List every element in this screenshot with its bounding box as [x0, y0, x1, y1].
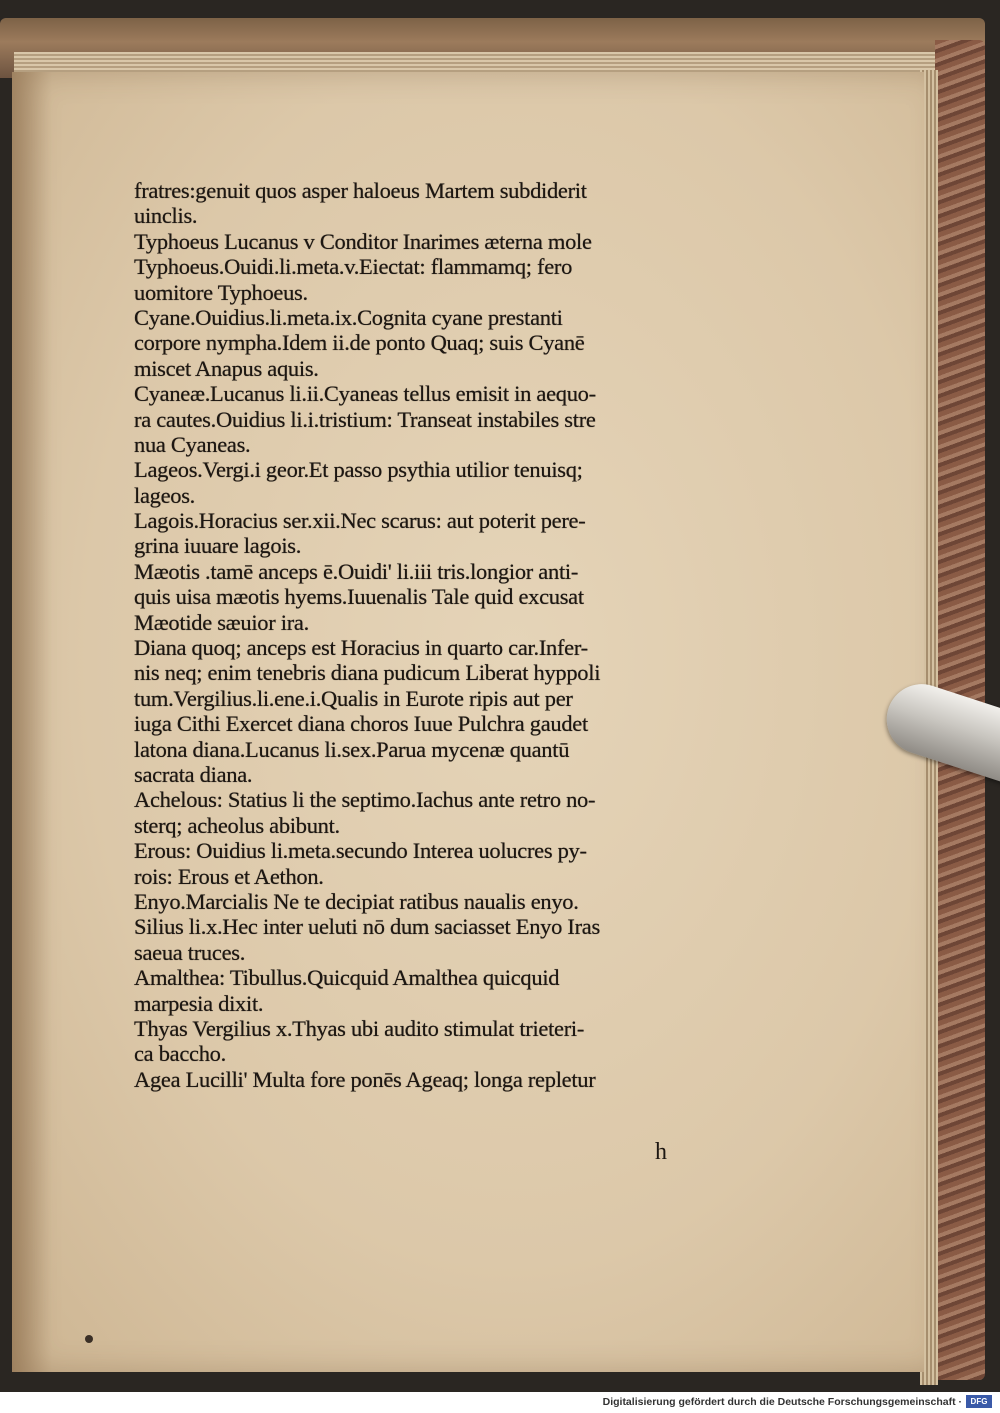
text-line: Agea Lucilli' Multa fore ponēs Ageaq; longa repletur [134, 1066, 596, 1092]
text-line: Amalthea: Tibullus.Quicquid Amalthea quicquid [134, 965, 560, 991]
text-line: sterq; acheolus abibunt. [134, 812, 340, 838]
text-line: Erous: Ouidius li.meta.secundo Interea uolucres py- [134, 838, 587, 864]
text-line: nua Cyaneas. [134, 431, 251, 457]
ink-dot [85, 1335, 93, 1343]
text-line: Cyaneæ.Lucanus li.ii.Cyaneas tellus emisit in aequo- [134, 381, 596, 407]
text-line: iuga Cithi Exercet diana choros Iuue Pulchra gaudet [134, 711, 588, 737]
text-line: quis uisa mæotis hyems.Iuuenalis Tale quid excusat [134, 584, 584, 610]
text-line: uinclis. [134, 203, 198, 229]
text-line: Lageos.Vergi.i geor.Et passo psythia utilior tenuisq; [134, 457, 583, 483]
text-line: lageos. [134, 482, 196, 508]
text-line: Typhoeus Lucanus v Conditor Inarimes æterna mole [134, 228, 592, 254]
text-line: rois: Erous et Aethon. [134, 863, 324, 889]
text-line: sacrata diana. [134, 761, 253, 787]
text-line: marpesia dixit. [134, 990, 264, 1016]
text-line: nis neq; enim tenebris diana pudicum Liberat hyppoli [134, 660, 601, 686]
text-line: Mæotis .tamē anceps ē.Ouidi' li.iii tris.longior anti- [134, 558, 579, 584]
text-line: Lagois.Horacius ser.xii.Nec scarus: aut poterit pere- [134, 508, 586, 534]
text-line: Typhoeus.Ouidi.li.meta.v.Eiectat: flammamq; fero [134, 254, 573, 280]
text-line: saeua truces. [134, 939, 246, 965]
footer-credit: Digitalisierung gefördert durch die Deutsche Forschungsgemeinschaft · [602, 1396, 962, 1408]
text-line: Silius li.x.Hec inter ueluti nō dum saciasset Enyo Iras [134, 914, 600, 940]
text-block [134, 178, 734, 1092]
text-line: Thyas Vergilius x.Thyas ubi audito stimulat trieteri- [134, 1015, 585, 1041]
text-line: latona diana.Lucanus li.sex.Parua mycenæ quantū [134, 736, 570, 762]
dfg-logo: DFG [966, 1395, 992, 1408]
page-gutter-shadow [12, 72, 52, 1372]
text-line: Cyane.Ouidius.li.meta.ix.Cognita cyane prestanti [134, 304, 563, 330]
text-line: ra cautes.Ouidius li.i.tristium: Transeat instabiles stre [134, 406, 596, 432]
signature-mark: h [655, 1139, 667, 1165]
text-line: miscet Anapus aquis. [134, 355, 319, 381]
text-line: corpore nympha.Idem ii.de ponto Quaq; suis Cyanē [134, 330, 585, 356]
text-line: Achelous: Statius li the septimo.Iachus ante retro no- [134, 787, 596, 813]
text-line: grina iuuare lagois. [134, 533, 302, 559]
text-line: Mæotide sæuior ira. [134, 609, 309, 635]
text-line: tum.Vergilius.li.ene.i.Qualis in Eurote ripis aut per [134, 685, 573, 711]
text-line: ca baccho. [134, 1041, 226, 1067]
text-line: uomitore Typhoeus. [134, 279, 308, 305]
text-line: Diana quoq; anceps est Horacius in quarto car.Infer- [134, 635, 588, 661]
text-line: fratres:genuit quos asper haloeus Martem subdiderit [134, 178, 587, 203]
text-line: Enyo.Marcialis Ne te decipiat ratibus naualis enyo. [134, 888, 579, 914]
